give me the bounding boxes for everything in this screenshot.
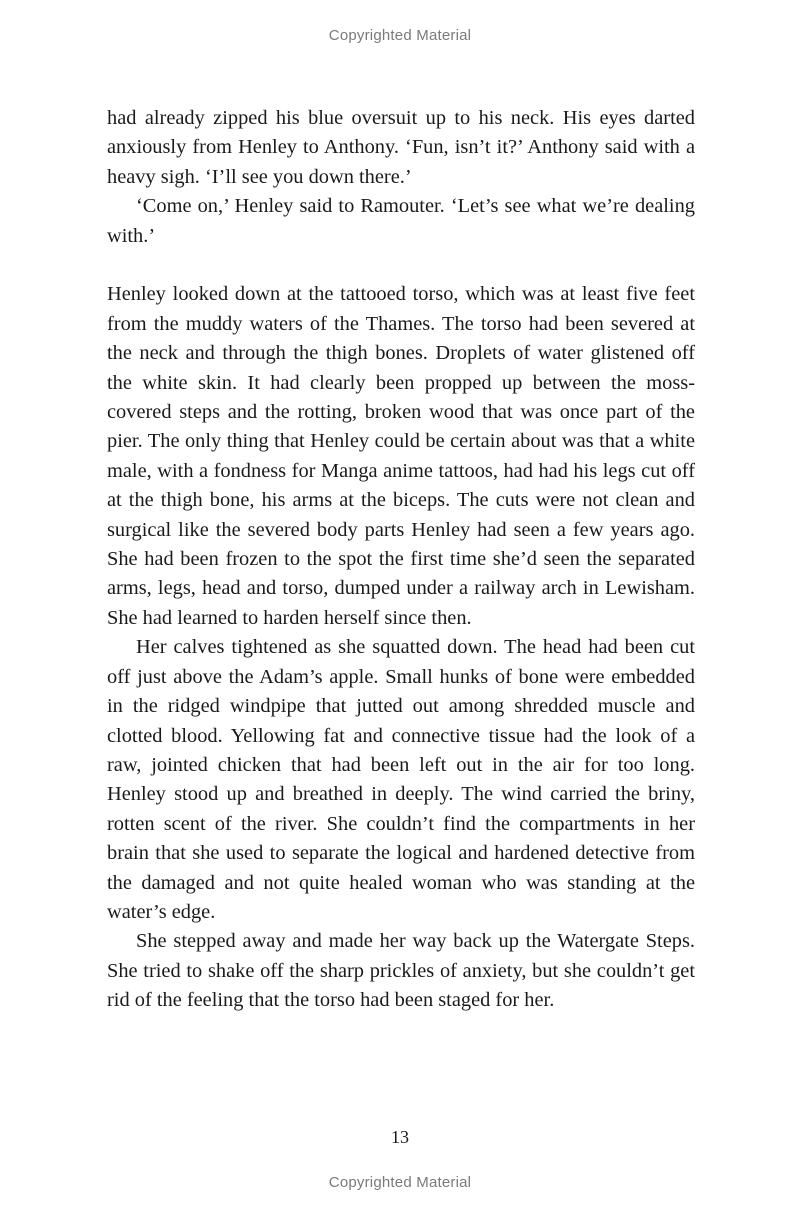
copyright-watermark-bottom: Copyrighted Material [328,1174,472,1191]
copyright-watermark-top: Copyrighted Material [328,27,472,44]
section-break [107,251,695,280]
paragraph-scene-opening: Henley looked down at the tattooed torso, which was at least five feet from the muddy waters of the Thames. The torso had been severed at the neck and through the thigh bones. Droplets of water glistened off the white skin. It had clearly been propped up between the moss-covered steps and the rotting, broken wood that was once part of the pier. The only thing that Henley could be certain about was that a white male, with a fondness for Manga anime tattoos, had had his legs cut off at the thigh bone, his arms at the biceps. The cuts were not clean and surgical like the severed body parts Henley had seen a few years ago. She had been frozen to the spot the first time she’d seen the separated arms, legs, head and torso, dumped under a railway arch in Lewisham. She had learned to harden herself since then. [107,283,695,629]
paragraph-body-final: She stepped away and made her way back up the Watergate Steps. She tried to shake off the sharp prickles of anxiety, but she couldn’t get rid of the feeling that the torso had been staged for her. [107,930,695,1012]
paragraph-dialogue: ‘Come on,’ Henley said to Ramouter. ‘Let’s see what we’re dealing with.’ [107,195,695,247]
paragraph-continuation: had already zipped his blue oversuit up to his neck. His eyes darted anxiously from Henley to Anthony. ‘Fun, isn’t it?’ Anthony said with a heavy sigh. ‘I’ll see you down there.’ [107,107,695,188]
page-body [107,104,695,1016]
page-number: 13 [391,1127,409,1147]
paragraph-body: Her calves tightened as she squatted down. The head had been cut off just above the Adam’s apple. Small hunks of bone were embedded in the ridged windpipe that jutted out among shredded muscle and clotted blood. Yellowing fat and connective tissue had the look of a raw, jointed chicken that had been left out in the air for too long. Henley stood up and breathed in deeply. The wind carried the briny, rotten scent of the river. She couldn’t find the compartments in her brain that she used to separate the logical and hardened detective from the damaged and not quite healed woman who was standing at the water’s edge. [107,636,695,923]
